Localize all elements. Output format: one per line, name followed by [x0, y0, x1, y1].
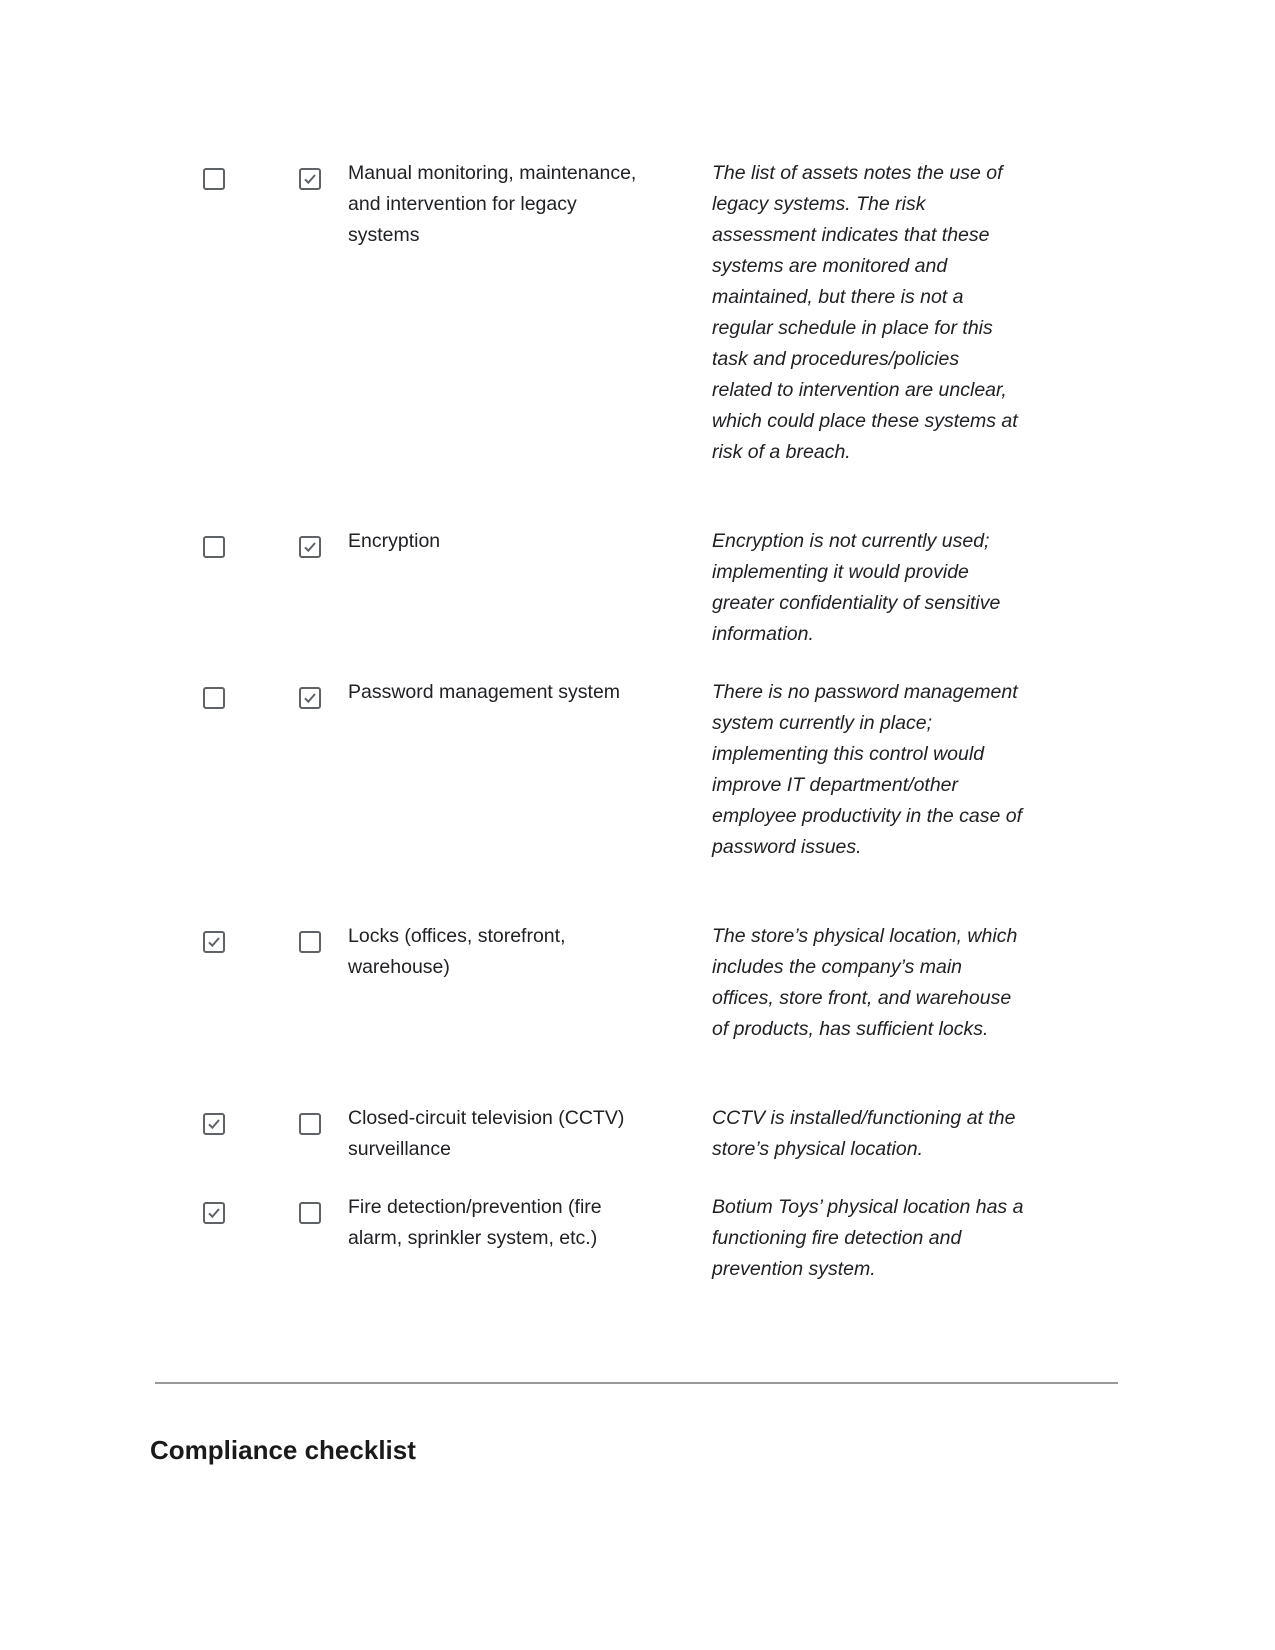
- control-explanation: There is no password management system currently in place; implementing this control would improve IT department/other employee productivity in the case of password issues.: [712, 681, 1023, 858]
- control-name-cell: [345, 1103, 709, 1165]
- control-name-cell: [345, 526, 709, 557]
- control-explanation: The store’s physical location, which includes the company’s main offices, store front, and warehouse of products, has sufficient locks.: [712, 925, 1018, 1040]
- control-name: Encryption: [348, 530, 441, 552]
- control-explanation-cell: [709, 158, 1025, 468]
- control-name: Password management system: [348, 681, 621, 703]
- control-explanation: Botium Toys’ physical location has a functioning fire detection and prevention system.: [712, 1196, 1024, 1280]
- control-explanation-cell: [709, 1103, 1025, 1165]
- left-checkbox[interactable]: [203, 1113, 225, 1135]
- control-name: Closed-circuit television (CCTV) surveillance: [348, 1107, 625, 1160]
- controls-checklist-table: [150, 158, 1125, 1466]
- right-checkbox[interactable]: [299, 1113, 321, 1135]
- checkbox-cell-right: [246, 1103, 345, 1142]
- table-row: [150, 921, 1125, 1076]
- control-explanation: The list of assets notes the use of legacy systems. The risk assessment indicates that these systems are monitored and maintained, but there is not a regular schedule in place for this task and procedures/policies related to intervention are unclear, which could place these systems at risk of a breach.: [712, 162, 1018, 463]
- control-name-cell: [345, 677, 709, 708]
- control-explanation-cell: [709, 526, 1025, 650]
- checkbox-cell-right: [246, 1192, 345, 1231]
- left-checkbox[interactable]: [203, 1202, 225, 1224]
- horizontal-rule: [155, 1382, 1118, 1384]
- checkbox-cell-left: [150, 921, 246, 960]
- left-checkbox[interactable]: [203, 687, 225, 709]
- control-explanation: Encryption is not currently used; implementing it would provide greater confidentiality of sensitive information.: [712, 530, 1001, 645]
- right-checkbox[interactable]: [299, 536, 321, 558]
- table-row: [150, 158, 1125, 499]
- control-name: Manual monitoring, maintenance, and intervention for legacy systems: [348, 162, 637, 246]
- control-name-cell: [345, 1192, 709, 1254]
- control-explanation: CCTV is installed/functioning at the store’s physical location.: [712, 1107, 1016, 1160]
- check-icon: [302, 690, 318, 706]
- table-row: [150, 1103, 1125, 1165]
- checkbox-cell-right: [246, 921, 345, 960]
- checkbox-cell-left: [150, 158, 246, 197]
- left-checkbox[interactable]: [203, 168, 225, 190]
- right-checkbox[interactable]: [299, 1202, 321, 1224]
- check-icon: [302, 539, 318, 555]
- control-name-cell: [345, 158, 709, 251]
- checkbox-cell-left: [150, 1103, 246, 1142]
- checkbox-cell-left: [150, 1192, 246, 1231]
- table-row: [150, 1192, 1125, 1316]
- checkbox-cell-right: [246, 158, 345, 197]
- right-checkbox[interactable]: [299, 931, 321, 953]
- left-checkbox[interactable]: [203, 536, 225, 558]
- control-explanation-cell: [709, 1192, 1025, 1285]
- table-row: [150, 526, 1125, 650]
- checkbox-cell-left: [150, 677, 246, 716]
- right-checkbox[interactable]: [299, 687, 321, 709]
- control-name-cell: [345, 921, 709, 983]
- right-checkbox[interactable]: [299, 168, 321, 190]
- table-row: [150, 677, 1125, 894]
- control-name: Fire detection/prevention (fire alarm, sprinkler system, etc.): [348, 1196, 602, 1249]
- checkbox-cell-right: [246, 677, 345, 716]
- control-name: Locks (offices, storefront, warehouse): [348, 925, 566, 978]
- left-checkbox[interactable]: [203, 931, 225, 953]
- checkbox-cell-right: [246, 526, 345, 565]
- check-icon: [206, 1116, 222, 1132]
- control-explanation-cell: [709, 677, 1025, 863]
- section-heading: Compliance checklist: [150, 1435, 416, 1465]
- check-icon: [302, 171, 318, 187]
- checkbox-cell-left: [150, 526, 246, 565]
- check-icon: [206, 1205, 222, 1221]
- check-icon: [206, 934, 222, 950]
- control-explanation-cell: [709, 921, 1025, 1045]
